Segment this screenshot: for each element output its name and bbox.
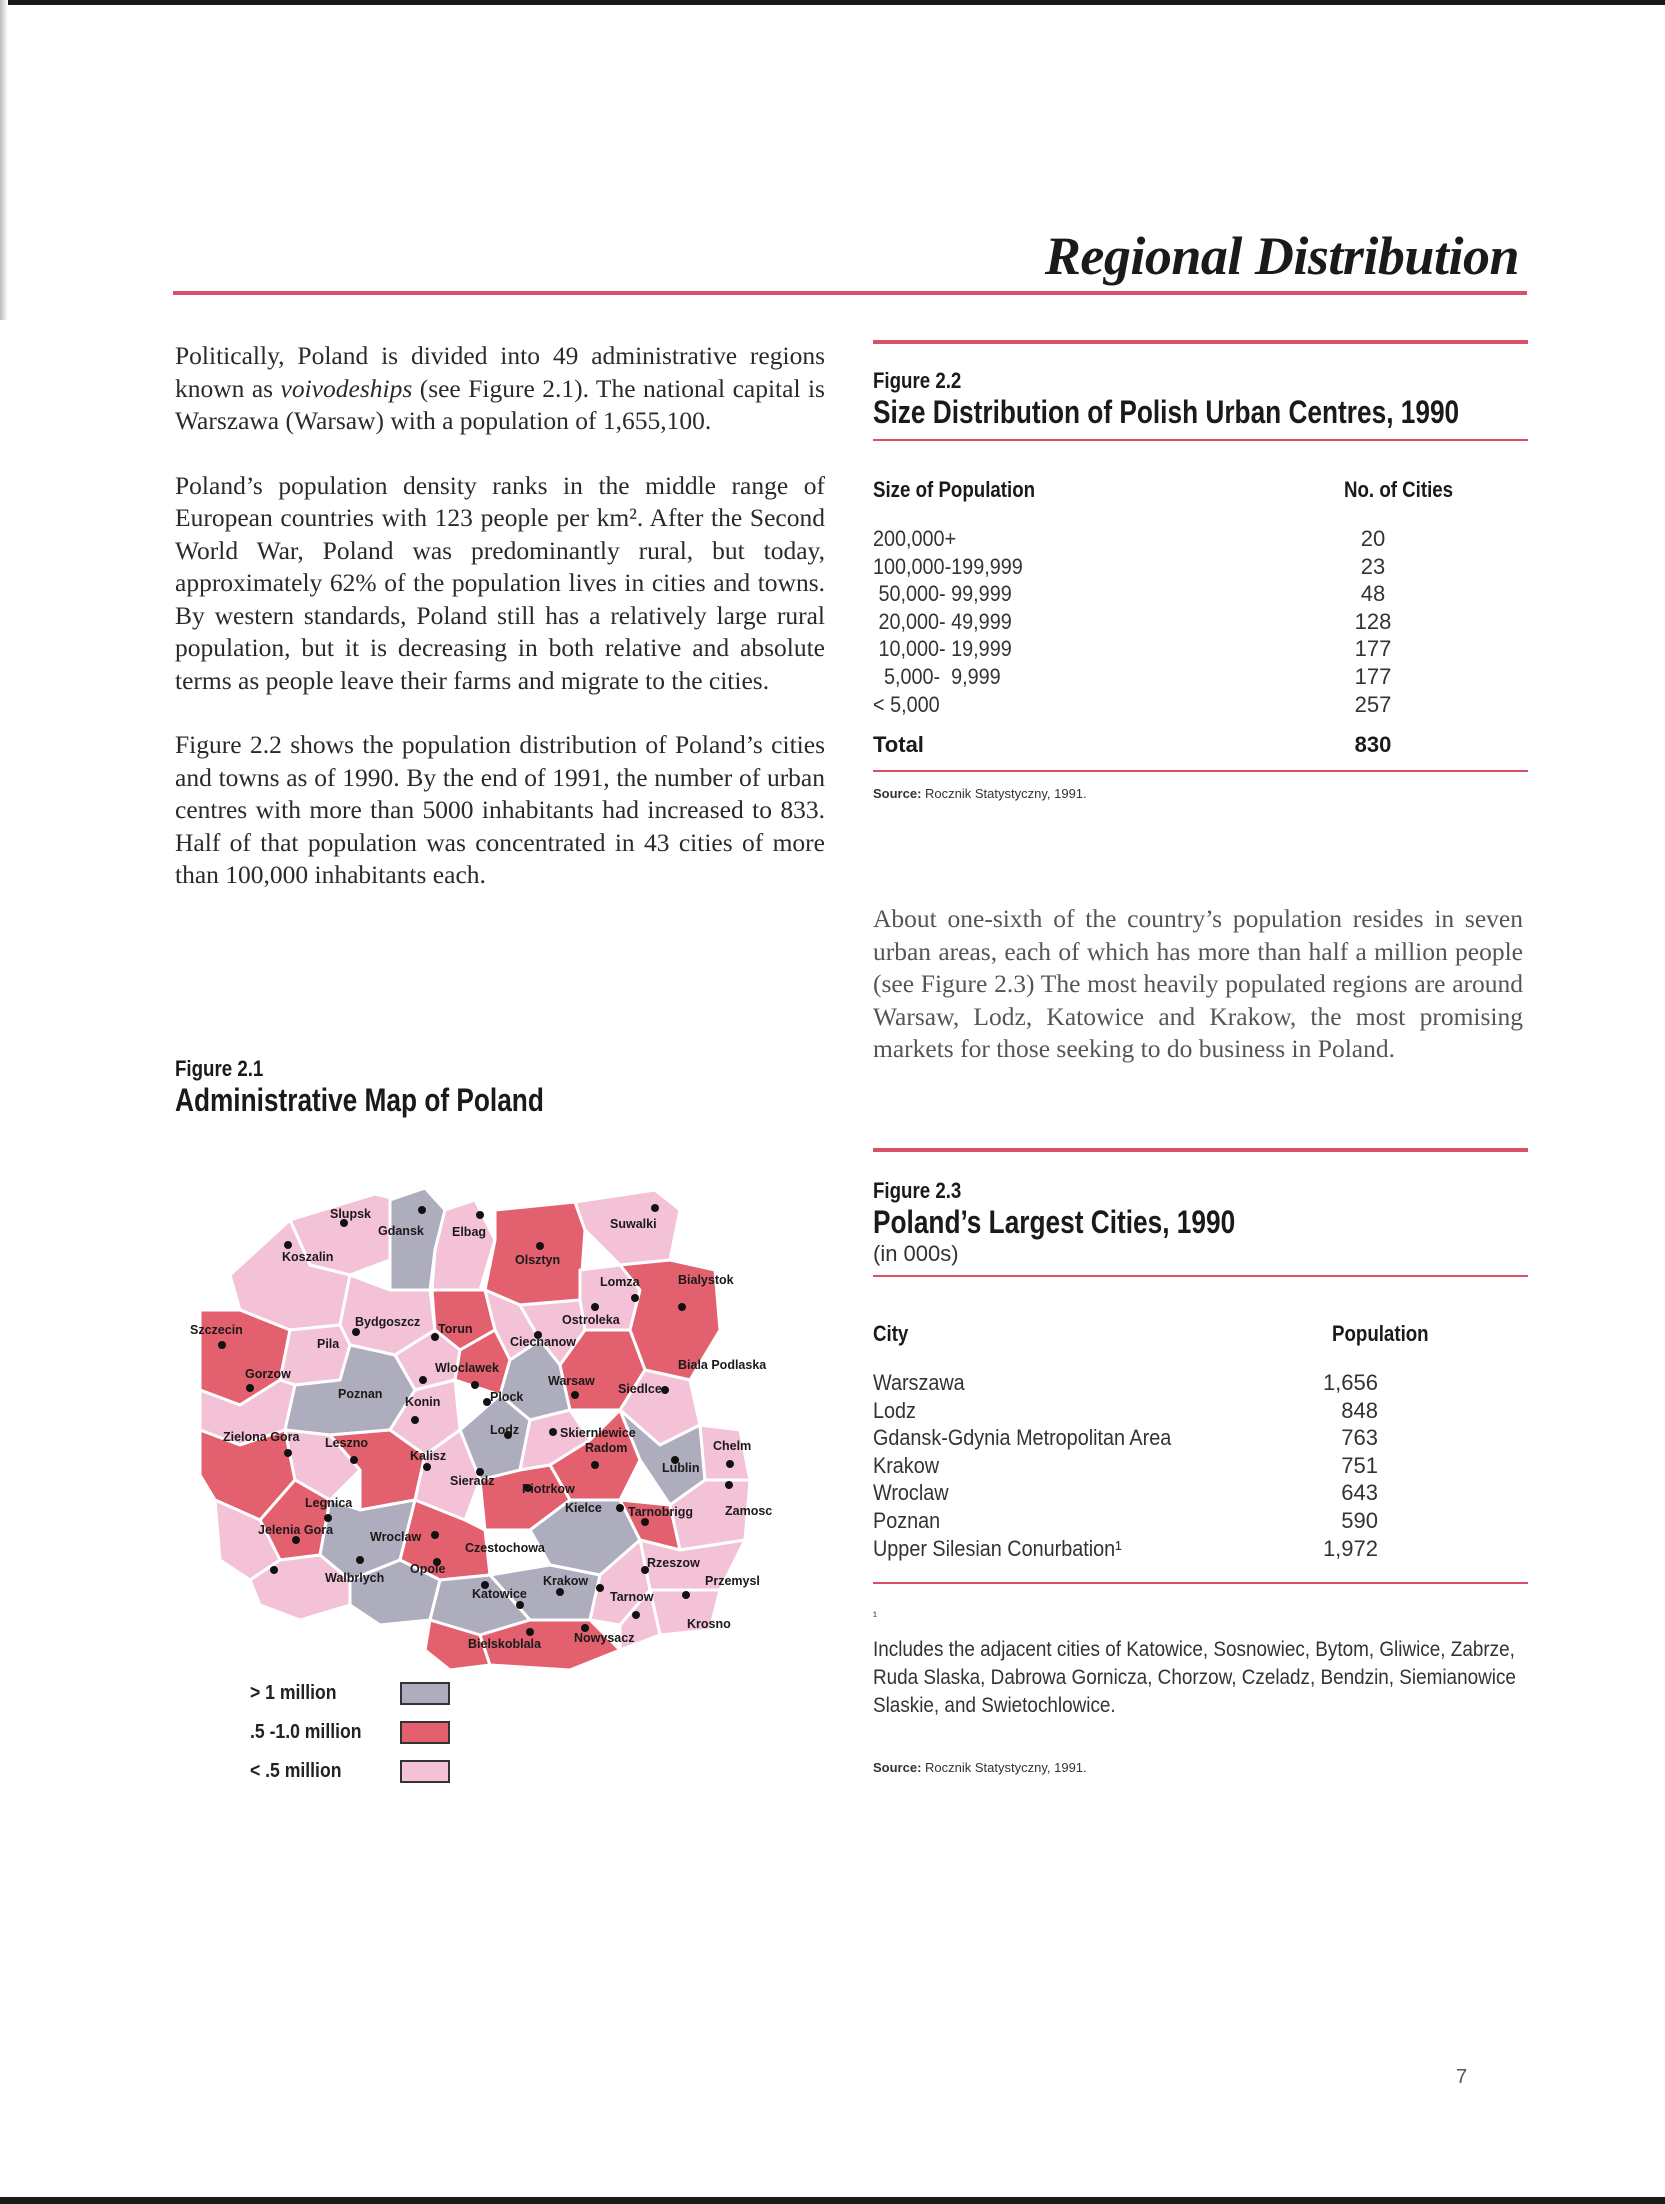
city-dot — [682, 1591, 690, 1599]
city-dot — [431, 1531, 439, 1539]
page-title: Regional Distribution — [1044, 226, 1519, 286]
region-label: Piotrkow — [522, 1482, 575, 1496]
population-cell: 1,972 — [1322, 1535, 1378, 1561]
city-dot — [632, 1611, 640, 1619]
population-cell: 763 — [1341, 1425, 1378, 1451]
region-label: Ostroleka — [562, 1313, 620, 1327]
city-dot — [631, 1294, 639, 1302]
map-legend — [250, 1674, 550, 1791]
table-row — [873, 691, 1528, 719]
table-row — [873, 1452, 1528, 1480]
city-dot — [324, 1514, 332, 1522]
population-cell: 590 — [1341, 1507, 1378, 1533]
city-dot — [651, 1204, 659, 1212]
city-dot — [218, 1341, 226, 1349]
region-label: Koszalin — [282, 1250, 334, 1264]
city-cell: Gdansk-Gdynia Metropolitan Area — [873, 1425, 1172, 1451]
city-dot — [591, 1303, 599, 1311]
city-dot — [411, 1416, 419, 1424]
region-label: Lublin — [662, 1461, 700, 1475]
region-label: Gorzow — [245, 1367, 291, 1381]
population-cell: 643 — [1341, 1480, 1378, 1506]
region-label: Plock — [490, 1390, 524, 1404]
legend-row-large: > 1 million — [250, 1674, 550, 1713]
region-label: Legnica — [305, 1496, 353, 1510]
size-cell: 10,000- 19,999 — [873, 636, 1012, 662]
table-row — [873, 635, 1528, 663]
paragraph-2: Poland’s population density ranks in the middle range of European countries with 123 people per km². After the Second World War, Poland was predominantly rural, but today, approximately 62% of the population lives in cities and towns. By western standards, Poland still has a relatively large rural population, but it is decreasing in both relative and absolute terms as people leave their farms and migrate to the cities. — [175, 470, 825, 695]
city-dot — [725, 1481, 733, 1489]
city-cell: Upper Silesian Conurbation¹ — [873, 1535, 1122, 1561]
city-dot — [616, 1504, 624, 1512]
city-dot — [350, 1456, 358, 1464]
city-cell: Lodz — [873, 1397, 916, 1423]
count-cell: 20 — [1360, 526, 1386, 551]
count-cell: 128 — [1354, 608, 1392, 634]
city-cell: Warszawa — [873, 1370, 965, 1395]
region-label: Zamosc — [725, 1504, 773, 1518]
figure-subtitle: (in 000s) — [873, 1241, 959, 1266]
city-dot — [471, 1381, 479, 1389]
table-row — [873, 608, 1528, 636]
city-dot — [726, 1460, 734, 1468]
source-note: Source: Rocznik Statystyczny, 1991. — [873, 786, 1087, 802]
source-note: Source: Rocznik Statystyczny, 1991. — [873, 1760, 1087, 1776]
region-label: Tarnobrigg — [628, 1505, 694, 1519]
city-dot — [678, 1303, 686, 1311]
table-row — [873, 1507, 1528, 1535]
city-dot — [356, 1556, 364, 1564]
footnote: $^{^1}$ Includes the adjacent cities of Katowice, Sosnowiec, Bytom, Gliwice, Zabrze, Ruda Slaska, Dabrowa Gornicza, Chorzow, Czeladz, Bendzin, Siemianowice Slaskie, and Swietochlowice. — [873, 1609, 1516, 1718]
size-cell: 50,000- 99,999 — [873, 581, 1012, 607]
region-label: Elbag — [452, 1225, 487, 1239]
region-label: Tarnow — [610, 1590, 654, 1604]
region-label: Chelm — [713, 1439, 752, 1453]
poland-map — [190, 1180, 800, 1680]
city-dot — [549, 1428, 557, 1436]
city-dot — [591, 1461, 599, 1469]
size-cell: 20,000- 49,999 — [873, 608, 1012, 634]
city-cell: Wroclaw — [873, 1480, 949, 1506]
city-dot — [270, 1566, 278, 1574]
population-cell: 751 — [1341, 1452, 1378, 1478]
table-row — [873, 1397, 1528, 1425]
region-label: Warsaw — [548, 1374, 595, 1388]
size-cell: < 5,000 — [873, 691, 940, 717]
voivodeships-term: voivodeships — [280, 373, 413, 403]
region-label: Czestochowa — [465, 1541, 545, 1555]
legend-swatch-large — [400, 1682, 450, 1705]
figure-2-2 — [873, 340, 1528, 801]
count-cell: 177 — [1354, 663, 1392, 689]
figure-title: Poland’s Largest Cities, 1990 — [873, 1204, 1236, 1240]
paragraph-3: Figure 2.2 shows the population distribution of Poland’s cities and towns as of 1990. By the end of 1991, the number of urban centres with more than 5000 inhabitants had increased to 833. Half of that population was concentrated in 43 cities of more than 100,000 inhabitants each. — [175, 730, 825, 889]
region-label: Opole — [410, 1562, 446, 1576]
region-label: Bielskoblala — [468, 1637, 541, 1651]
city-dot — [526, 1628, 534, 1636]
city-dot — [516, 1601, 524, 1609]
figure-2-3 — [873, 1148, 1528, 1775]
table-row — [873, 525, 1528, 553]
region-label: Jelenia Gora — [258, 1523, 334, 1537]
size-cell: 100,000-199,999 — [873, 553, 1023, 579]
region-label: Katowice — [472, 1587, 527, 1601]
legend-swatch-small — [400, 1760, 450, 1783]
table-row — [873, 580, 1528, 608]
figure-title: Administrative Map of Poland — [175, 1082, 544, 1118]
region-label: Nowysacz — [574, 1631, 635, 1645]
region-label: Rzeszow — [647, 1556, 700, 1570]
region-label: Sieradz — [450, 1474, 495, 1488]
table-total-row — [873, 732, 1528, 758]
city-dot — [246, 1384, 254, 1392]
city-dot — [423, 1463, 431, 1471]
city-dot — [419, 1376, 427, 1384]
figure-2-1-heading — [175, 1056, 825, 1119]
table-row — [873, 663, 1528, 691]
scan-bottom-edge — [0, 2197, 1665, 2204]
city-dot — [476, 1211, 484, 1219]
region-label: Siedlce — [618, 1382, 662, 1396]
table-row — [873, 1369, 1528, 1397]
region-label: Radom — [585, 1441, 628, 1455]
population-cell: 1,656 — [1322, 1370, 1378, 1395]
size-table-body — [873, 525, 1528, 718]
region-label: Konin — [405, 1395, 441, 1409]
city-dot — [292, 1536, 300, 1544]
table-row — [873, 1479, 1528, 1507]
legend-swatch-medium — [400, 1721, 450, 1744]
region-label: Szczecin — [190, 1323, 243, 1337]
region-label: Olsztyn — [515, 1253, 561, 1267]
city-dot — [571, 1391, 579, 1399]
poland-map-svg — [190, 1180, 800, 1680]
legend-row-small: < .5 million — [250, 1752, 550, 1791]
page-number: 7 — [1456, 2066, 1468, 2088]
paragraph-1: Politically, Poland is divided into 49 administrative regions known as voivodeships (see Figure 2.1). The national capital is Warszawa (Warsaw) with a population of 1,655,100. — [175, 341, 825, 435]
region-label: Bydgoszcz — [355, 1315, 421, 1329]
city-cell: Krakow — [873, 1452, 940, 1478]
region-label: Lomza — [600, 1275, 640, 1289]
region-label: Torun — [438, 1322, 473, 1336]
region-label: Kalisz — [410, 1449, 447, 1463]
city-dot — [596, 1584, 604, 1592]
city-dot — [661, 1386, 669, 1394]
region-label: Krosno — [687, 1617, 731, 1631]
region-label: Walbrlych — [325, 1571, 385, 1585]
table-row — [873, 1424, 1528, 1452]
table-row — [873, 553, 1528, 581]
region-label: Wloclawek — [435, 1361, 499, 1375]
count-cell: 48 — [1360, 581, 1386, 607]
col-no-of-cities: No. of Cities — [1343, 477, 1453, 502]
region-label: Skiernlewice — [560, 1426, 636, 1440]
region-label: Bialystok — [678, 1273, 734, 1287]
city-cell: Poznan — [873, 1507, 941, 1533]
city-dot — [284, 1449, 292, 1457]
region-label: Slupsk — [330, 1207, 371, 1221]
total-value: 830 — [1354, 732, 1392, 758]
count-cell: 177 — [1354, 636, 1392, 662]
region-label: Krakow — [543, 1574, 589, 1588]
table-header — [873, 477, 1528, 503]
region-label: Gdansk — [378, 1224, 424, 1238]
cities-table-body — [873, 1369, 1528, 1562]
region-label: Leszno — [325, 1436, 369, 1450]
figure-label: Figure 2.3 — [873, 1178, 962, 1203]
table-row — [873, 1535, 1528, 1563]
left-column — [175, 340, 825, 924]
city-dot — [418, 1206, 426, 1214]
region-label: Lodz — [490, 1423, 520, 1437]
city-dot — [556, 1588, 564, 1596]
region-label: Poznan — [338, 1387, 383, 1401]
region-label: Pila — [317, 1337, 340, 1351]
paragraph-right: About one-sixth of the country’s population resides in seven urban areas, each of which has more than half a million people (see Figure 2.3) The most heavily populated regions are around Warsaw, Lodz, Katowice and Krakow, the most promising markets for those seeking to do business in Poland. — [873, 904, 1523, 1063]
title-rule — [173, 291, 1527, 295]
table-header — [873, 1321, 1528, 1347]
region-label: Zielona Gora — [223, 1430, 300, 1444]
figure-label: Figure 2.2 — [873, 368, 962, 393]
count-cell: 23 — [1360, 553, 1386, 579]
city-dot — [284, 1241, 292, 1249]
legend-row-medium: .5 -1.0 million — [250, 1713, 550, 1752]
col-population: Population — [1332, 1321, 1429, 1346]
region-label: Suwalki — [610, 1217, 657, 1231]
size-cell: 5,000- 9,999 — [873, 663, 1001, 689]
col-size-of-population: Size of Population — [873, 477, 1036, 502]
city-dot — [352, 1328, 360, 1336]
region-label: Biala Podlaska — [678, 1358, 767, 1372]
region-label: Przemysl — [705, 1574, 760, 1588]
scan-top-edge — [0, 0, 1665, 5]
scan-left-edge — [0, 0, 8, 320]
size-cell: 200,000+ — [873, 526, 957, 551]
region-label: Wroclaw — [370, 1530, 422, 1544]
city-dot — [536, 1242, 544, 1250]
count-cell: 257 — [1354, 691, 1392, 717]
figure-title: Size Distribution of Polish Urban Centres, 1990 — [873, 394, 1460, 430]
population-cell: 848 — [1341, 1397, 1378, 1423]
city-dot — [641, 1518, 649, 1526]
total-label: Total — [873, 732, 924, 758]
region-label: Ciechanow — [510, 1335, 576, 1349]
region-label: Kielce — [565, 1501, 602, 1515]
figure-label: Figure 2.1 — [175, 1056, 264, 1081]
col-city: City — [873, 1321, 909, 1346]
